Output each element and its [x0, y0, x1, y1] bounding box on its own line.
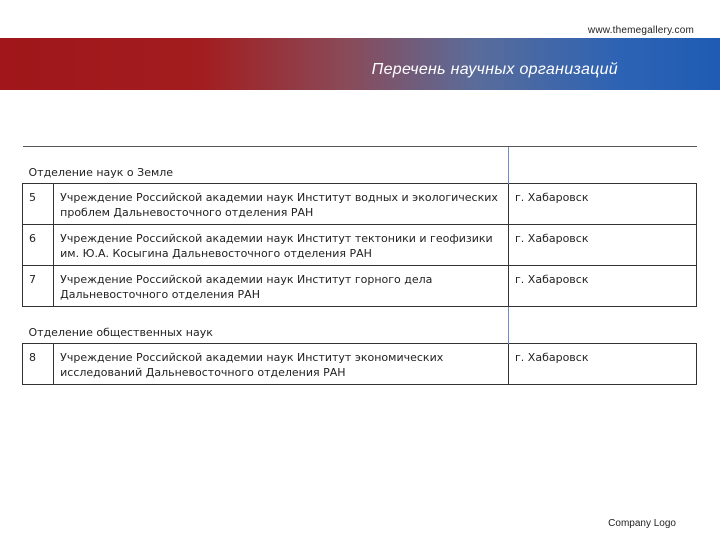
organization-name: Учреждение Российской академии наук Институт экономических исследований Дальневосточного отделения РАН	[54, 344, 509, 385]
table-row	[23, 266, 697, 307]
organization-name: Учреждение Российской академии наук Институт водных и экологических проблем Дальневосточного отделения РАН	[54, 184, 509, 225]
row-number: 8	[23, 344, 54, 385]
site-url: www.themegallery.com	[587, 25, 694, 36]
row-number: 7	[23, 266, 54, 307]
row-number: 5	[23, 184, 54, 225]
organization-city: г. Хабаровск	[509, 184, 697, 225]
table-row	[23, 225, 697, 266]
organization-city: г. Хабаровск	[509, 225, 697, 266]
slide-title: Перечень научных организаций	[371, 61, 618, 78]
organization-name: Учреждение Российской академии наук Институт тектоники и геофизики им. Ю.А. Косыгина Дальневосточного отделения РАН	[54, 225, 509, 266]
organizations-table-container	[22, 146, 697, 385]
section-header-social-sciences	[23, 307, 697, 344]
section-title: Отделение наук о Земле	[23, 147, 509, 184]
organization-city: г. Хабаровск	[509, 344, 697, 385]
table-row	[23, 344, 697, 385]
section-title: Отделение общественных наук	[28, 326, 213, 339]
section-header-earth-sciences	[23, 147, 697, 184]
organization-city: г. Хабаровск	[509, 266, 697, 307]
table-row	[23, 184, 697, 225]
company-logo-text: Company Logo	[608, 518, 676, 529]
row-number: 6	[23, 225, 54, 266]
organizations-table	[22, 146, 697, 385]
organization-name: Учреждение Российской академии наук Институт горного дела Дальневосточного отделения РАН	[54, 266, 509, 307]
